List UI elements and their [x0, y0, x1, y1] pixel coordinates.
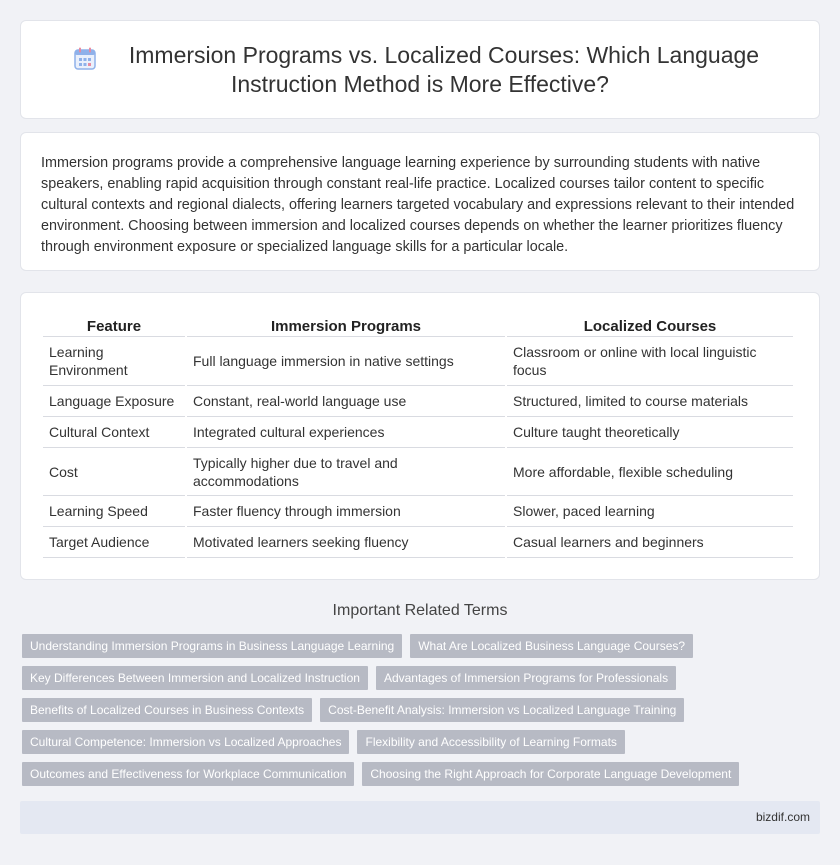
related-term-tag[interactable]: Understanding Immersion Programs in Business Language Learning [22, 634, 402, 658]
table-row [43, 448, 793, 496]
related-term-tag[interactable]: Choosing the Right Approach for Corporate Language Development [362, 762, 739, 786]
related-term-tag[interactable]: Advantages of Immersion Programs for Professionals [376, 666, 676, 690]
table-cell: Faster fluency through immersion [187, 496, 505, 527]
table-cell: Motivated learners seeking fluency [187, 527, 505, 558]
related-terms-list [22, 634, 822, 794]
intro-text: Immersion programs provide a comprehensive language learning experience by surrounding students with native speakers, enabling rapid acquisition through constant real-life practice. Localized courses tailor content to specific cultural contexts and regional dialects, offering learners targeted vocabulary and expressions relevant to their intended environment. Choosing between immersion and localized courses depends on whether the learner prioritizes fluency through environment exposure or specialized language skills for a particular locale. [41, 155, 795, 255]
related-term-tag[interactable]: What Are Localized Business Language Courses? [410, 634, 693, 658]
table-cell: Typically higher due to travel and accommodations [187, 448, 505, 496]
related-term-tag[interactable]: Cost-Benefit Analysis: Immersion vs Localized Language Training [320, 698, 684, 722]
title-card [20, 20, 820, 119]
table-cell: Culture taught theoretically [507, 417, 793, 448]
table-row [43, 417, 793, 448]
table-cell: Integrated cultural experiences [187, 417, 505, 448]
comparison-table [41, 313, 795, 558]
table-cell: Full language immersion in native settings [187, 337, 505, 386]
comparison-table-card [20, 292, 820, 580]
related-term-tag[interactable]: Key Differences Between Immersion and Localized Instruction [22, 666, 368, 690]
table-row [43, 337, 793, 386]
related-term-tag[interactable]: Outcomes and Effectiveness for Workplace Communication [22, 762, 354, 786]
related-term-tag[interactable]: Cultural Competence: Immersion vs Localized Approaches [22, 730, 349, 754]
header-feature: Feature [43, 313, 185, 337]
table-cell: Target Audience [43, 527, 185, 558]
page-title: Immersion Programs vs. Localized Courses: Which Language Instruction Method is More Effective? [128, 41, 760, 97]
table-cell: Structured, limited to course materials [507, 386, 793, 417]
table-cell: Classroom or online with local linguistic focus [507, 337, 793, 386]
related-term-tag[interactable]: Flexibility and Accessibility of Learning Formats [357, 730, 624, 754]
table-header-row [43, 313, 793, 337]
header-immersion: Immersion Programs [187, 313, 505, 337]
site-name[interactable]: bizdif.com [755, 810, 810, 824]
table-row [43, 496, 793, 527]
table-cell: Casual learners and beginners [507, 527, 793, 558]
table-cell: Cultural Context [43, 417, 185, 448]
table-cell: More affordable, flexible scheduling [507, 448, 793, 496]
table-cell: Constant, real-world language use [187, 386, 505, 417]
related-term-tag[interactable]: Benefits of Localized Courses in Business Contexts [22, 698, 312, 722]
table-cell: Learning Environment [43, 337, 185, 386]
footer-bar [20, 801, 820, 834]
table-cell: Learning Speed [43, 496, 185, 527]
header-localized: Localized Courses [507, 313, 793, 337]
table-row [43, 527, 793, 558]
table-cell: Slower, paced learning [507, 496, 793, 527]
related-terms-heading: Important Related Terms [332, 602, 508, 619]
table-cell: Cost [43, 448, 185, 496]
intro-card [20, 132, 820, 271]
table-row [43, 386, 793, 417]
table-cell: Language Exposure [43, 386, 185, 417]
